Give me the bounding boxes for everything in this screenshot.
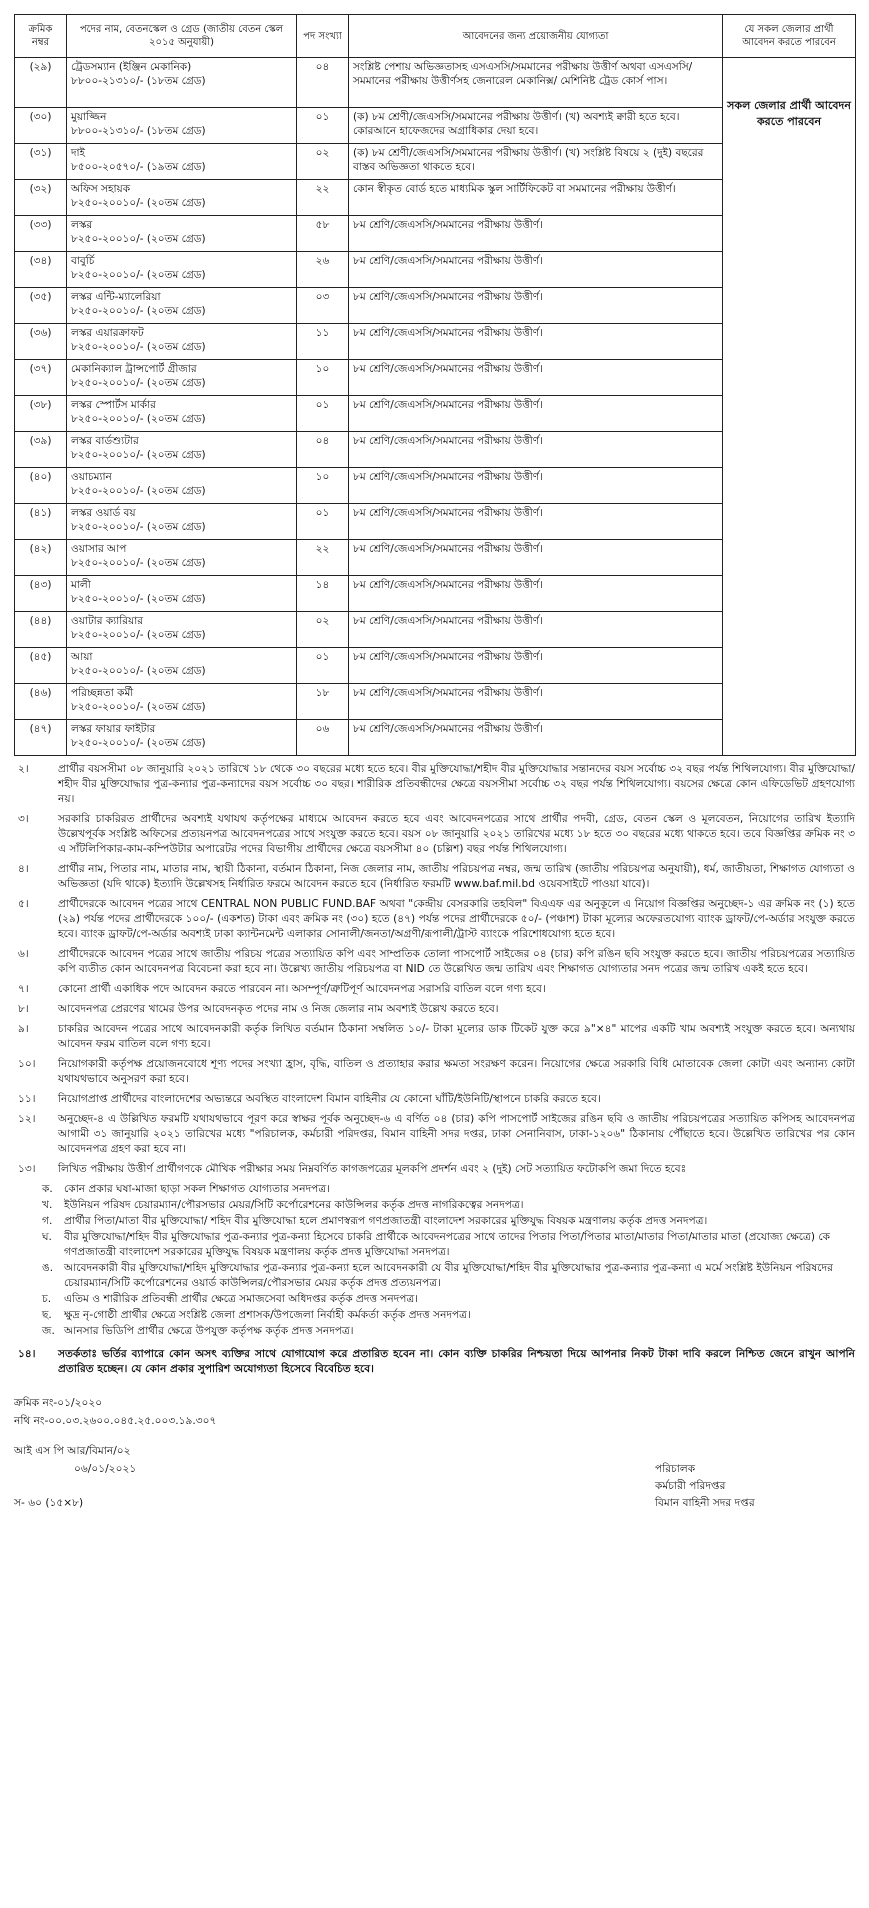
row-qualification: ৮ম শ্রেণি/জেএসসি/সমমানের পরীক্ষায় উত্তীর্ণ। (349, 432, 723, 468)
post-scale: ৮২৫০-২০০১০/- (২০তম গ্রেড) (71, 449, 206, 461)
note-text: নিয়োগপ্রাপ্ত প্রার্থীদের বাংলাদেশের অভ্যন্তরে অবস্থিত বাংলাদেশ বিমান বাহিনীর যে কোনো ঘাঁটি/ইউনিটি/স্থাপনে চাকরি করতে হবে। (58, 1093, 601, 1105)
list-label: চ. (42, 1293, 52, 1305)
post-scale: ৮২৫০-২০০১০/- (২০তম গ্রেড) (71, 341, 206, 353)
document-list-item (42, 1198, 855, 1213)
post-scale: ৮২৫০-২০০১০/- (২০তম গ্রেড) (71, 629, 206, 641)
note-paragraph (14, 1112, 855, 1157)
row-count: ১০ (297, 468, 349, 504)
row-serial: (৪৬) (15, 684, 67, 720)
document-list-item (42, 1230, 855, 1260)
post-name: ওয়াসার আপ (71, 543, 127, 555)
post-name: মেকানিক্যাল ট্রান্সপোর্ট গ্রীজার (71, 363, 197, 375)
row-count: ০১ (297, 108, 349, 144)
post-scale: ৮২৫০-২০০১০/- (২০তম গ্রেড) (71, 557, 206, 569)
row-qualification: ৮ম শ্রেণি/জেএসসি/সমমানের পরীক্ষায় উত্তীর্ণ। (349, 612, 723, 648)
note-paragraph (14, 1002, 855, 1017)
post-scale: ৮২৫০-২০০১০/- (২০তম গ্রেড) (71, 233, 206, 245)
note-text: অনুচ্ছেদ-৪ এ উল্লিখিত ফরমটি যথাযথভাবে পূরণ করে স্বাক্ষর পূর্বক অনুচ্ছেদ-৬ এ বর্ণিত ০৪ (চার) কপি পাসপোর্ট সাইজের রঙিন ছবি ও জাতীয় পরিচয়পত্রের সত্যায়িত কপিসহ আবেদনপত্র আগামী ৩১ জানুয়ারি ২০২১ তারিখের মধ্যে "পরিচালক, কর্মচারী পরিদপ্তর, বিমান বাহিনী সদর দপ্তর, ঢাকা সেনানিবাস, ঢাকা-১২০৬" ঠিকানায় পৌঁছাতে হবে। উল্লেখিত তারিখের পর কোন আবেদনপত্র গ্রহণ করা হবে না। (58, 1113, 855, 1155)
warning-number: ১৪। (18, 1348, 36, 1360)
row-qualification: ৮ম শ্রেণি/জেএসসি/সমমানের পরীক্ষায় উত্তীর্ণ। (349, 252, 723, 288)
warning-text: সতর্কতাঃ ভর্তির ব্যাপারে কোন অসৎ ব্যক্তির সাথে যোগাযোগ করে প্রতারিত হবেন না। কোন ব্যক্তি চাকরির নিশ্চয়তা দিয়ে আপনার নিকট টাকা দাবি করলে নিশ্চিত জেনে রাখুন আপনি প্রতারিত হচ্ছেন। যে কোন প্রকার সুপারিশ অযোগ্যতা হিসেবে বিবেচিত হবে। (58, 1348, 855, 1375)
note-paragraph (14, 762, 855, 807)
post-scale: ৮৫০০-২০৫৭০/- (১৯তম গ্রেড) (71, 161, 206, 173)
post-scale: ৮২৫০-২০০১০/- (২০তম গ্রেড) (71, 377, 206, 389)
post-name: দাই (71, 147, 86, 159)
post-scale: ৮২৫০-২০০১০/- (২০তম গ্রেড) (71, 701, 206, 713)
row-post (67, 108, 297, 144)
post-name: বাবুর্চি (71, 255, 95, 267)
row-serial: (৩৯) (15, 432, 67, 468)
post-name: ওয়াচম্যান (71, 471, 112, 483)
list-label: গ. (42, 1215, 53, 1227)
note-number: ৪। (18, 863, 29, 875)
list-label: ক. (42, 1183, 53, 1195)
signatory-title: পরিচালক (655, 1463, 696, 1475)
row-qualification: ৮ম শ্রেণি/জেএসসি/সমমানের পরীক্ষায় উত্তীর্ণ। (349, 288, 723, 324)
row-post (67, 252, 297, 288)
row-post (67, 216, 297, 252)
post-scale: ৮২৫০-২০০১০/- (২০তম গ্রেড) (71, 269, 206, 281)
post-scale: ৮২৫০-২০০১০/- (২০তম গ্রেড) (71, 665, 206, 677)
list-text: কোন প্রকার ঘষা-মাজা ছাড়া সকল শিক্ষাগত যোগ্যতার সনদপত্র। (64, 1183, 330, 1195)
note-number: ১৩। (18, 1163, 36, 1175)
post-scale: ৮৮০০-২১৩১০/- (১৮তম গ্রেড) (71, 75, 206, 87)
row-qualification: কোন স্বীকৃত বোর্ড হতে মাধ্যমিক স্কুল সার্টিফিকেট বা সমমানের পরীক্ষায় উত্তীর্ণ। (349, 180, 723, 216)
note-paragraph (14, 947, 855, 977)
row-serial: (৩০) (15, 108, 67, 144)
row-count: ০২ (297, 612, 349, 648)
row-qualification: (ক) ৮ম শ্রেণী/জেএসসি/সমমানের পরীক্ষায় উত্তীর্ণ। (খ) সংশ্লিষ্ট বিষয়ে ২ (দুই) বছরের বাস্তব অভিজ্ঞতা থাকতে হবে। (349, 144, 723, 180)
note-text: কোনো প্রার্থী একাধিক পদে আবেদন করতে পারবেন না। অসম্পূর্ণ/ত্রুটিপূর্ণ আবেদনপত্র সরাসরি বাতিল বলে গণ্য হবে। (58, 983, 546, 995)
list-text: ইউনিয়ন পরিষদ চেয়ারম্যান/পৌরসভার মেয়র/সিটি কর্পোরেশনের কাউন্সিলর কর্তৃক প্রদত্ত নাগরিকত্বের সনদপত্র। (64, 1199, 524, 1211)
list-label: ঙ. (42, 1262, 54, 1274)
note-paragraph (14, 1057, 855, 1087)
post-name: লস্কর স্পোর্টস মার্কার (71, 399, 156, 411)
header-post: পদের নাম, বেতনস্কেল ও গ্রেড (জাতীয় বেতন স্কেল ২০১৫ অনুযায়ী) (67, 15, 297, 58)
list-text: প্রার্থীর পিতা/মাতা বীর মুক্তিযোদ্ধা/ শহিদ বীর মুক্তিযোদ্ধা হলে প্রমাণস্বরূপ গণপ্রজাতন্ত্রী বাংলাদেশ সরকারের মুক্তিযুদ্ধ বিষয়ক মন্ত্রণালয় কর্তৃক প্রদত্ত সনদপত্র। (64, 1215, 708, 1227)
note-number: ৬। (18, 948, 29, 960)
row-count: ২২ (297, 180, 349, 216)
row-qualification: ৮ম শ্রেণি/জেএসসি/সমমানের পরীক্ষায় উত্তীর্ণ। (349, 216, 723, 252)
row-serial: (৪৪) (15, 612, 67, 648)
row-count: ০১ (297, 396, 349, 432)
row-post (67, 58, 297, 108)
row-qualification: ৮ম শ্রেণি/জেএসসি/সমমানের পরীক্ষায় উত্তীর্ণ। (349, 504, 723, 540)
row-post (67, 468, 297, 504)
row-serial: (২৯) (15, 58, 67, 108)
list-label: খ. (42, 1199, 53, 1211)
post-name: পরিচ্ছন্নতা কর্মী (71, 687, 134, 699)
note-paragraph (14, 862, 855, 892)
row-serial: (৩৩) (15, 216, 67, 252)
note-paragraph (14, 1092, 855, 1107)
ispr-reference: আই এস পি আর/বিমান/০২ (14, 1445, 131, 1457)
row-post (67, 648, 297, 684)
post-scale: ৮২৫০-২০০১০/- (২০তম গ্রেড) (71, 737, 206, 749)
row-serial: (৪০) (15, 468, 67, 504)
header-count: পদ সংখ্যা (297, 15, 349, 58)
list-text: আবেদনকারী বীর মুক্তিযোদ্ধা/শহিদ মুক্তিযোদ্ধার পুত্র-কন্যার পুত্র-কন্যা হলে আবেদনকারী যে বীর মুক্তিযোদ্ধা/শহিদ বীর মুক্তিযোদ্ধার পুত্র-কন্যার পুত্র-কন্যা এ মর্মে সংশ্লিষ্ট ইউনিয়ন পরিষদের চেয়ারম্যান/সিটি কর্পোরেশনের ওয়ার্ড কাউন্সিলর/পৌরসভার মেয়র কর্তৃক প্রদত্ত প্রত্যয়নপত্র। (64, 1262, 833, 1289)
row-count: ০৩ (297, 288, 349, 324)
document-list-item (42, 1324, 855, 1339)
list-text: ক্ষুদ্র নৃ-গোষ্ঠী প্রার্থীর ক্ষেত্রে সংশ্লিষ্ট জেলা প্রশাসক/উপজেলা নির্বাহী কর্মকর্তা কর্তৃক প্রদত্ত সনদপত্র। (64, 1309, 471, 1321)
row-count: ০১ (297, 648, 349, 684)
row-serial: (৪১) (15, 504, 67, 540)
note-number: ৯। (18, 1023, 29, 1035)
post-name: ওয়াটার ক্যারিয়ার (71, 615, 144, 627)
note-text: প্রার্থীর নাম, পিতার নাম, মাতার নাম, স্থায়ী ঠিকানা, বর্তমান ঠিকানা, নিজ জেলার নাম, জাতীয় পরিচয়পত্র নম্বর, জন্ম তারিখ (জাতীয় পরিচয়পত্র অনুযায়ী), ধর্ম, জাতীয়তা, শিক্ষাগত যোগ্যতা ও অভিজ্ঞতা (যদি থাকে) ইত্যাদি উল্লেখসহ নির্ধারিত ফরমে আবেদন করতে হবে (নির্ধারিত ফরমটি www.baf.mil.bd ওয়েবসাইটে পাওয়া যাবে)। (58, 863, 855, 890)
row-qualification: ৮ম শ্রেণি/জেএসসি/সমমানের পরীক্ষায় উত্তীর্ণ। (349, 684, 723, 720)
row-count: ০৪ (297, 58, 349, 108)
list-text: আনসার ভিডিপি প্রার্থীর ক্ষেত্রে উপযুক্ত কর্তৃপক্ষ কর্তৃক প্রদত্ত সনদপত্র। (64, 1325, 354, 1337)
row-serial: (৩১) (15, 144, 67, 180)
row-count: ৫৮ (297, 216, 349, 252)
note-paragraph (14, 982, 855, 997)
signatory-directorate: কর্মচারী পরিদপ্তর (655, 1480, 726, 1492)
row-post (67, 396, 297, 432)
post-name: লস্কর এয়ারক্রাফট (71, 327, 144, 339)
header-qualification: আবেদনের জন্য প্রয়োজনীয় যোগ্যতা (349, 15, 723, 58)
post-name: লস্কর ওয়ার্ড বয় (71, 507, 136, 519)
signature-block (655, 1461, 815, 1512)
row-count: ০৬ (297, 720, 349, 756)
post-name: লস্কর এন্টি-ম্যালেরিয়া (71, 291, 161, 303)
row-count: ১৮ (297, 684, 349, 720)
row-serial: (৩৫) (15, 288, 67, 324)
post-scale: ৮২৫০-২০০১০/- (২০তম গ্রেড) (71, 521, 206, 533)
serial-number: ক্রমিক নং-০১/২০২০ (14, 1397, 103, 1409)
row-post (67, 360, 297, 396)
row-serial: (৪২) (15, 540, 67, 576)
row-count: ০১ (297, 504, 349, 540)
document-list-item (42, 1182, 855, 1197)
note-number: ৮। (18, 1003, 29, 1015)
row-post (67, 720, 297, 756)
list-label: জ. (42, 1325, 55, 1337)
post-name: লস্কর বার্ডশ্যুটার (71, 435, 139, 447)
row-serial: (৪৫) (15, 648, 67, 684)
row-qualification: ৮ম শ্রেণি/জেএসসি/সমমানের পরীক্ষায় উত্তীর্ণ। (349, 720, 723, 756)
note-text: প্রার্থীদেরকে আবেদন পত্রের সাথে জাতীয় পরিচয় পত্রের সত্যায়িত কপি এবং সাম্প্রতিক তোলা পাসপোর্ট সাইজের ০৪ (চার) কপি রঙিন ছবি সংযুক্ত করতে হবে। জাতীয় পরিচয়পত্রের সত্যায়িত কপি ব্যতীত কোন আবেদনপত্র বিবেচনা করা হবে না। উল্লেখ্য জাতীয় পরিচয়পত্র বা NID তে উল্লেখিত জন্ম তারিখ এবং শিক্ষাগত যোগ্যতার সনদ পত্রের জন্ম তারিখ একই হতে হবে। (58, 948, 855, 975)
list-text: এতিম ও শারীরিক প্রতিবন্ধী প্রার্থীর ক্ষেত্রে সমাজসেবা অধিদপ্তর কর্তৃক প্রদত্ত সনদপত্র। (64, 1293, 419, 1305)
issue-date: ০৬/০১/২০২১ (74, 1463, 137, 1475)
row-serial: (৩৮) (15, 396, 67, 432)
note-paragraph (14, 812, 855, 857)
row-serial: (৪৭) (15, 720, 67, 756)
list-text: বীর মুক্তিযোদ্ধা/শহিদ বীর মুক্তিযোদ্ধার পুত্র-কন্যার পুত্র-কন্যা হিসেবে চাকরি প্রার্থীকে আবেদনপত্রের সাথে তাদের পিতার পিতা/পিতার মাতা/মাতার পিতা/মাতার মাতা (প্রযোজ্য ক্ষেত্রে) কে গণপ্রজাতন্ত্রী বাংলাদেশ সরকারের মুক্তিযুদ্ধ বিষয়ক মন্ত্রণালয় কর্তৃক প্রদত্ত মুক্তিযোদ্ধা সনদপত্র। (64, 1231, 831, 1258)
header-district: যে সকল জেলার প্রার্থী আবেদন করতে পারবেন (723, 15, 856, 58)
note-paragraph (14, 1022, 855, 1052)
row-count: ১১ (297, 324, 349, 360)
row-post (67, 324, 297, 360)
vacancy-table (14, 14, 856, 756)
document-list-item (42, 1308, 855, 1323)
note-number: ১০। (18, 1058, 36, 1070)
document-list-item (42, 1261, 855, 1291)
post-name: আয়া (71, 651, 93, 663)
table-row (15, 58, 856, 108)
header-serial: ক্রমিক নম্বর (15, 15, 67, 58)
note-text: আবেদনপত্র প্রেরণের খামের উপর আবেদনকৃত পদের নাম ও নিজ জেলার নাম অবশ্যই উল্লেখ করতে হবে। (58, 1003, 499, 1015)
document-list-item (42, 1214, 855, 1229)
signatory-hq: বিমান বাহিনী সদর দপ্তর (655, 1497, 755, 1509)
row-qualification: ৮ম শ্রেণি/জেএসসি/সমমানের পরীক্ষায় উত্তীর্ণ। (349, 468, 723, 504)
row-post (67, 504, 297, 540)
post-name: অফিস সহায়ক (71, 183, 131, 195)
note-paragraph (14, 897, 855, 942)
row-count: ২২ (297, 540, 349, 576)
row-qualification: ৮ম শ্রেণি/জেএসসি/সমমানের পরীক্ষায় উত্তীর্ণ। (349, 540, 723, 576)
row-post (67, 432, 297, 468)
post-name: ট্রেডসম্যান (ইঞ্জিন মেকানিক) (71, 61, 192, 73)
note-number: ৩। (18, 813, 29, 825)
post-name: মুয়াজ্জিন (71, 111, 107, 123)
note-number: ২। (18, 763, 29, 775)
note-number: ৫। (18, 898, 29, 910)
file-number: নথি নং-০০.০৩.২৬০০.০৪৫.২৫.০০৩.১৯.৩০৭ (14, 1415, 217, 1427)
circular-page (14, 14, 855, 1513)
list-label: ছ. (42, 1309, 52, 1321)
footer (14, 1395, 855, 1511)
row-count: ১৪ (297, 576, 349, 612)
post-name: মালী (71, 579, 91, 591)
post-scale: ৮২৫০-২০০১০/- (২০তম গ্রেড) (71, 485, 206, 497)
note-text: চাকরির আবেদন পত্রের সাথে আবেদনকারী কর্তৃক লিখিত বর্তমান ঠিকানা সম্বলিত ১০/- টাকা মূল্যের ডাক টিকেট যুক্ত করে ৯"×৪" মাপের একটি খাম অবশ্যই সংযুক্ত করতে হবে। অন্যথায় আবেদন ফরম বাতিল বলে গণ্য হবে। (58, 1023, 855, 1050)
row-count: ১০ (297, 360, 349, 396)
notes-section (14, 762, 855, 1377)
note-text: প্রার্থীদেরকে আবেদন পত্রের সাথে CENTRAL NON PUBLIC FUND.BAF অথবা "কেন্দ্রীয় বেসরকারি তহবিল" বিএএফ এর অনুকূলে এ নিয়োগ বিজ্ঞপ্তির অনুচ্ছেদ-১ এর ক্রমিক নং (১) হতে (২৯) পর্যন্ত পদের প্রার্থীদেরকে ১০০/- (একশত) টাকা এবং ক্রমিক নং (৩০) হতে (৪৭) পর্যন্ত পদের প্রার্থীদেরকে ৫০/- (পঞ্চাশ) টাকা মূল্যের অফেরতযোগ্য ব্যাংক ড্রাফট/পে-অর্ডার সংযুক্ত করতে হবে। ব্যাংক ড্রাফট/পে-অর্ডার অবশ্যই ঢাকা ক্যান্টনমেন্ট এলাকার সোনালী/জনতা/অগ্রণী/রূপালী/ট্রাস্ট ব্যাংকে পরিশোধযোগ্য হতে হবে। (58, 898, 855, 940)
row-post (67, 540, 297, 576)
post-name: লস্কর (71, 219, 93, 231)
row-serial: (৩৪) (15, 252, 67, 288)
note-number: ১২। (18, 1113, 36, 1125)
post-scale: ৮২৫০-২০০১০/- (২০তম গ্রেড) (71, 593, 206, 605)
note-text: নিয়োগকারী কর্তৃপক্ষ প্রয়োজনবোধে শূণ্য পদের সংখ্যা হ্রাস, বৃদ্ধি, বাতিল ও প্রত্যাহার করার ক্ষমতা সংরক্ষণ করেন। নিয়োগের ক্ষেত্রে সরকারি বিধি মোতাবেক জেলা কোটা এবং অন্যান্য কোটা যথাযথভাবে অনুসরণ করা হবে। (58, 1058, 855, 1085)
row-serial: (৩৭) (15, 360, 67, 396)
row-post (67, 612, 297, 648)
row-count: ০২ (297, 144, 349, 180)
post-scale: ৮২৫০-২০০১০/- (২০তম গ্রেড) (71, 413, 206, 425)
row-post (67, 288, 297, 324)
row-qualification: ৮ম শ্রেণি/জেএসসি/সমমানের পরীক্ষায় উত্তীর্ণ। (349, 360, 723, 396)
note-text: প্রার্থীর বয়সসীমা ০৮ জানুয়ারি ২০২১ তারিখে ১৮ থেকে ৩০ বছরের মধ্যে হতে হবে। বীর মুক্তিযোদ্ধা/শহীদ বীর মুক্তিযোদ্ধার সন্তানদের বয়স সর্বোচ্চ ৩২ বছর পর্যন্ত শিথিলযোগ্য। বীর মুক্তিযোদ্ধা/শহীদ বীর মুক্তিযোদ্ধার পুত্র-কন্যার পুত্র-কন্যাদের বয়স সর্বোচ্চ ৩০ বছর। শারীরিক প্রতিবন্ধীদের ক্ষেত্রে বয়সসীমা সর্বোচ্চ ৩২ বছর পর্যন্ত শিথিলযোগ্য। বয়সের ক্ষেত্রে কোন এফিডেভিট গ্রহণযোগ্য নয়। (58, 763, 855, 805)
row-qualification: ৮ম শ্রেণি/জেএসসি/সমমানের পরীক্ষায় উত্তীর্ণ। (349, 648, 723, 684)
note-number: ৭। (18, 983, 29, 995)
row-count: ২৬ (297, 252, 349, 288)
district-note: সকল জেলার প্রার্থী আবেদন করতে পারবেন (723, 58, 856, 756)
note-text: সরকারি চাকরিরত প্রার্থীদের অবশ্যই যথাযথ কর্তৃপক্ষের মাধ্যমে আবেদন করতে হবে এবং আবেদনপত্রের সাথে প্রার্থীর পদবী, গ্রেড, বেতন স্কেল ও মূলবেতন, নিয়োগের তারিখ ইত্যাদি উল্লেখপূর্বক সংশ্লিষ্ট অফিসের প্রত্যয়নপত্র আবেদনপত্রের সাথে সংযুক্ত করতে হবে। বয়স ০৮ জানুয়ারি ২০২১ তারিখের মধ্যে ১৮ হতে ৩০ বছরের মধ্যে থাকতে হবে। তবে বিজ্ঞপ্তির ক্রমিক নং ৩ এ সাঁটলিপিকার-কাম-কম্পিউটার অপারেটর পদের বিভাগীয় প্রার্থীদের ক্ষেত্রে বয়সসীমা ৪০ (চল্লিশ) বছর পর্যন্ত শিথিলযোগ্য। (58, 813, 855, 855)
row-serial: (৪৩) (15, 576, 67, 612)
form-code: স- ৬০ (১৫×৮) (14, 1497, 84, 1509)
post-name: লস্কর ফায়ার ফাইটার (71, 723, 156, 735)
note-text: লিখিত পরীক্ষায় উত্তীর্ণ প্রার্থীগণকে মৌখিক পরীক্ষার সময় নিম্নবর্ণিত কাগজপত্রের মূলকপি প্রদর্শন এবং ২ (দুই) সেট সত্যায়িত ফটোকপি জমা দিতে হবেঃ (58, 1163, 687, 1175)
row-post (67, 180, 297, 216)
row-count: ০৪ (297, 432, 349, 468)
post-scale: ৮২৫০-২০০১০/- (২০তম গ্রেড) (71, 197, 206, 209)
row-qualification: ৮ম শ্রেণি/জেএসসি/সমমানের পরীক্ষায় উত্তীর্ণ। (349, 396, 723, 432)
warning-paragraph (14, 1347, 855, 1377)
row-qualification: ৮ম শ্রেণি/জেএসসি/সমমানের পরীক্ষায় উত্তীর্ণ। (349, 324, 723, 360)
document-list-item (42, 1292, 855, 1307)
row-qualification: (ক) ৮ম শ্রেণী/জেএসসি/সমমানের পরীক্ষায় উত্তীর্ণ। (খ) অবশ্যই ক্বারী হতে হবে। কোরআনে হাফেজদের অগ্রাধিকার দেয়া হবে। (349, 108, 723, 144)
list-label: ঘ. (42, 1231, 52, 1243)
row-qualification: ৮ম শ্রেণি/জেএসসি/সমমানের পরীক্ষায় উত্তীর্ণ। (349, 576, 723, 612)
post-scale: ৮৮০০-২১৩১০/- (১৮তম গ্রেড) (71, 125, 206, 137)
row-serial: (৩২) (15, 180, 67, 216)
row-serial: (৩৬) (15, 324, 67, 360)
note-paragraph (14, 1162, 855, 1177)
row-post (67, 684, 297, 720)
note-number: ১১। (18, 1093, 36, 1105)
post-scale: ৮২৫০-২০০১০/- (২০তম গ্রেড) (71, 305, 206, 317)
row-post (67, 144, 297, 180)
row-post (67, 576, 297, 612)
row-qualification: সংশ্লিষ্ট পেশায় অভিজ্ঞতাসহ এসএসসি/সমমানের পরীক্ষায় উত্তীর্ণ অথবা এসএসসি/সমমানের পরীক্ষায় উত্তীর্ণসহ জেনারেল মেকানিক্স/ মেশিনিষ্ট ট্রেড কোর্স পাস। (349, 58, 723, 108)
